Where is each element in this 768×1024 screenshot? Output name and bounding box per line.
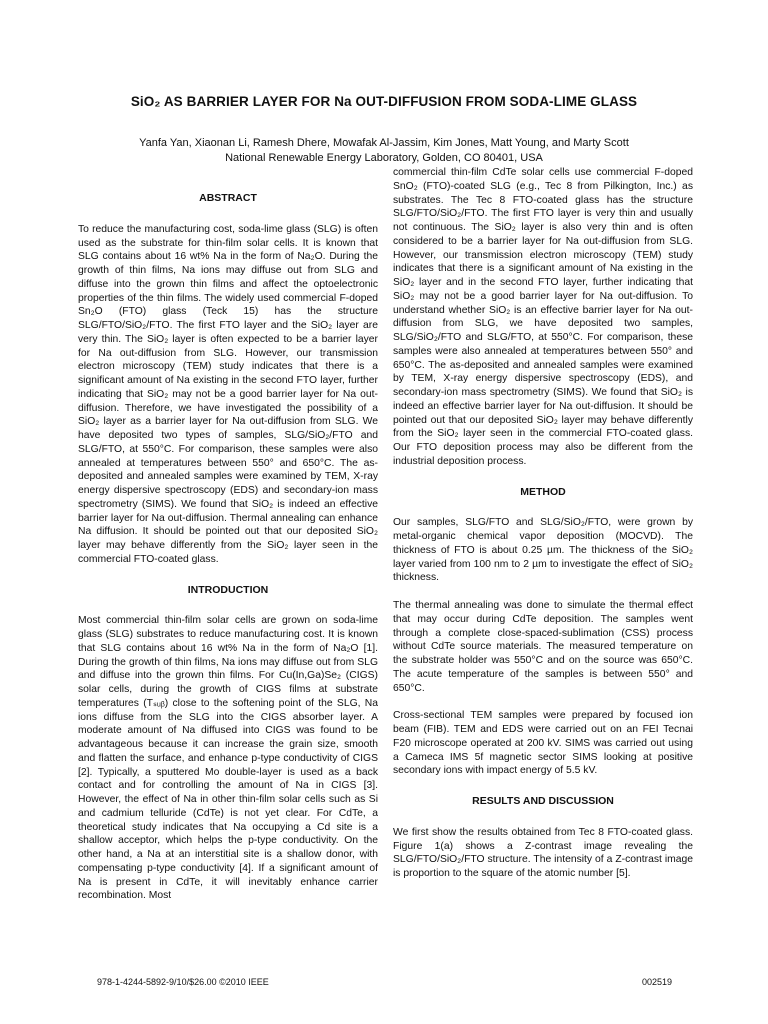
method-paragraph-2: The thermal annealing was done to simulate the thermal effect that may occur during CdTe deposition. The samples went through a complete close-spaced-sublimation (CSS) process without CdTe source materials. The measured temperature on the substrate holder was 550°C and on the source was 650°C. The acute temperature of the samples is between 550° and 650°C. xyxy=(393,600,693,694)
method-heading: METHOD xyxy=(520,485,566,498)
abstract-text: To reduce the manufacturing cost, soda-lime glass (SLG) is often used as the substrate for thin-film solar cells. It is known that SLG contains about 16 wt% Na in the form of Na₂O. During the growth of thin films, Na ions may diffuse out from SLG and diffuse into the grown thin films and affect the optoelectronic properties of the thin films. The widely used commercial F-doped Sn₂O (FTO) glass (Teck 15) has the structure SLG/FTO/SiO₂/FTO. The first FTO layer and the SiO₂ layer are very thin. The SiO₂ layer is often expected to be a barrier layer for Na out-diffusion from SLG. However, our transmission electron microscopy (TEM) study indicates that there is a significant amount of Na existing in the second FTO layer, further indicating that SiO₂ may not be a good barrier layer for Na out-diffusion. Therefore, we have investigated the possibility of a SiO₂ layer as a barrier layer for Na out-diffusion from SLG. We have deposited two types of samples, SLG/SiO₂/FTO and SLG/FTO, at 550°C. For comparison, these samples were also annealed at temperatures between 550° and 650°C. The as-deposited and annealed samples were examined by TEM, X-ray energy dispersive spectroscopy (EDS) and secondary-ion mass spectrometry (SIMS). We found that SiO₂ is indeed an effective barrier layer for Na out-diffusion. Thermal annealing can enhance Na diffusion. It should be pointed out that our deposited SiO₂ layer may behave differently from the SiO₂ layer seen in the commercial FTO-coated glass. xyxy=(78,223,378,565)
abstract-heading: ABSTRACT xyxy=(199,192,257,204)
paper-title: SiO₂ AS BARRIER LAYER FOR Na OUT-DIFFUSION FROM SODA-LIME GLASS xyxy=(130,94,638,109)
introduction-continued-text: commercial thin-film CdTe solar cells use commercial F-doped SnO₂ (FTO)-coated SLG (e.g., Tec 8 from Pilkington, Inc.) as substrates. The Tec 8 FTO-coated glass has the structure SLG/FTO/SiO₂/FTO. The first FTO layer is very thin and usually not continuous. The SiO₂ layer is also very thin and is often considered to be a barrier layer for Na out-diffusion from SLG. However, our transmission electron microscopy (TEM) study indicates that there is a significant amount of Na existing in the SiO₂ layer and in the second FTO layer, further indicating that SiO₂ may not be a good barrier layer for Na out-diffusion. To understand whether SiO₂ is an effective barrier layer for Na out-diffusion from SLG, we have deposited two samples, SLG/SiO₂/FTO and SLG/FTO, at 550°C. For comparison, these samples were also annealed at temperatures between 550° and 650°C. The as-deposited and annealed samples were examined by TEM, X-ray energy dispersive spectroscopy (EDS), and secondary-ion mass spectrometry (SIMS). We found that SiO₂ is indeed an effective barrier layer for Na out-diffusion. It should be pointed out that our deposited SiO₂ layer may behave differently from the SiO₂ layer seen in the commercial FTO-coated glass. Our FTO deposition process may also be different from the industrial deposition process. xyxy=(393,167,693,467)
author-block xyxy=(0,136,768,166)
affiliation: National Renewable Energy Laboratory, Golden, CO 80401, USA xyxy=(225,152,543,164)
left-column xyxy=(78,192,378,903)
introduction-heading: INTRODUCTION xyxy=(187,583,269,596)
results-heading: RESULTS AND DISCUSSION xyxy=(472,795,614,807)
method-paragraph-3: Cross-sectional TEM samples were prepared by focused ion beam (FIB). TEM and EDS were carried out on an FEI Tecnai F20 microscope operated at 200 kV. SIMS was carried out using a Cameca IMS 5f magnetic sector SIMS looking at positive secondary ions with impact energy of 5.5 kV. xyxy=(393,710,693,777)
author-list: Yanfa Yan, Xiaonan Li, Ramesh Dhere, Mowafak Al-Jassim, Kim Jones, Matt Young, and Marty Scott xyxy=(139,137,629,149)
copyright-footer: 978-1-4244-5892-9/10/$26.00 ©2010 IEEE xyxy=(97,977,269,987)
right-column xyxy=(393,166,693,881)
page-number: 002519 xyxy=(642,977,673,987)
results-text: We first show the results obtained from Tec 8 FTO-coated glass. Figure 1(a) shows a Z-contrast image revealing the SLG/FTO/SiO₂/FTO structure. The intensity of a Z-contrast image is proportion to the square of the atomic number [5]. xyxy=(393,826,693,879)
introduction-text: Most commercial thin-film solar cells are grown on soda-lime glass (SLG) substrates to reduce manufacturing cost. It is known that SLG contains about 16 wt% Na in the form of Na₂O [1]. During the growth of thin films, Na ions may diffuse out from SLG and diffuse into the grown thin films. For Cu(In,Ga)Se₂ (CIGS) solar cells, during the growth of CIGS films at substrate temperatures (Tₛᵤᵦ) close to the softening point of the SLG, Na ions diffuse from the SLG into the CIGS absorber layer. A moderate amount of Na diffused into CIGS was found to be advantageous because it can increase the grain size, smooth and flatten the surface, and enhance p-type conductivity of CIGS [2]. Typically, a sputtered Mo double-layer is used as a back contact and for controlling the amount of Na in CIGS [3]. However, the effect of Na in other thin-film solar cells such as Si and cadmium telluride (CdTe) is not yet clear. For CdTe, a theoretical study indicates that Na occupying a Cd site is a shallow acceptor, which helps the p-type conductivity. On the other hand, a Na at an interstitial site is a shallow donor, with compensating p-type conductivity [4]. If a significant amount of Na is present in CdTe, it will inevitably enhance carrier recombination. Most xyxy=(78,615,378,902)
method-paragraph-1: Our samples, SLG/FTO and SLG/SiO₂/FTO, were grown by metal-organic chemical vapor deposition (MOCVD). The thickness of FTO is about 0.25 µm. The thickness of the SiO₂ layer varied from 100 nm to 2 µm to investigate the effect of SiO₂ thickness. xyxy=(393,517,693,584)
